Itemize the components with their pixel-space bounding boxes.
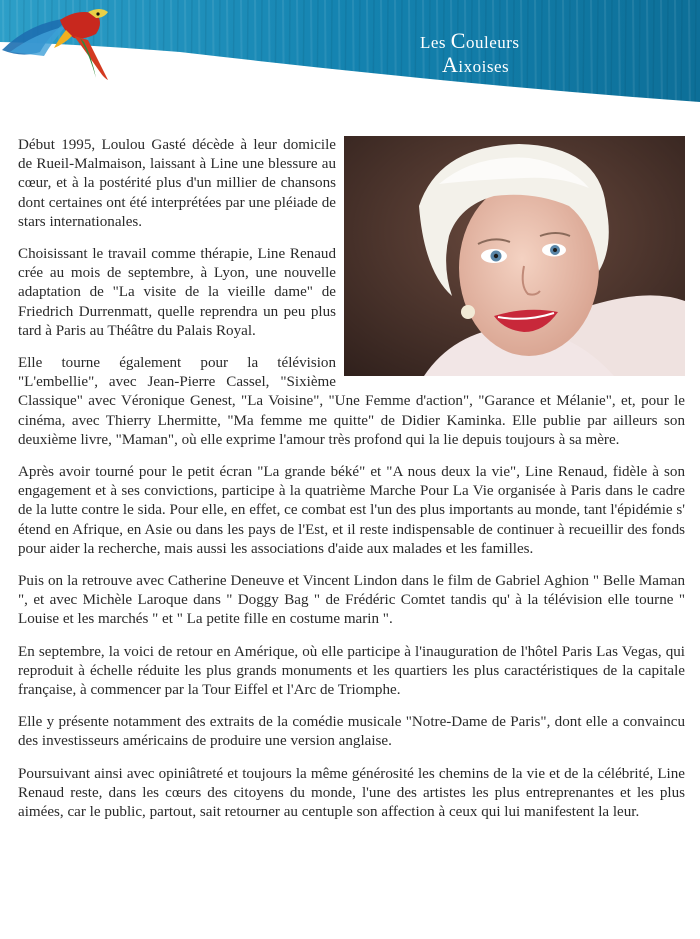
- brand-line1-prefix: Les: [420, 33, 451, 52]
- paragraph-6: En septembre, la voici de retour en Amérique, où elle participe à l'inauguration de l'hôtel Paris Las Vegas, qui reproduit à échelle réduite les plus grands monuments et les quartiers les plus caractéristiques de la capitale française, à commencer par la Tour Eiffel et l'Arc de Triomphe.: [18, 643, 685, 699]
- article-body: [18, 136, 685, 835]
- brand-line2-cap: A: [442, 52, 459, 77]
- paragraph-8: Poursuivant ainsi avec opiniâtreté et toujours la même générosité les chemins de la vie et de la célébrité, Line Renaud reste, dans les cœurs des citoyens du monde, l'une des artistes les plus entreprenantes et les plus aimées, car le public, partout, sait retourner au centuple son affection à ceux qui lui manifestent la leur.: [18, 765, 685, 821]
- brand-logo-text: [420, 28, 560, 88]
- brand-line-2: [442, 52, 509, 78]
- paragraph-5: Puis on la retrouve avec Catherine Deneuve et Vincent Lindon dans le film de Gabriel Aghion " Belle Maman ", et avec Michèle Laroque dans " Doggy Bag " de Frédéric Comtet tandis qu' à la télévision elle tourne " Louise et les marchés " et " La petite fille en costume marin ".: [18, 573, 685, 628]
- brand-line1-rest: ouleurs: [465, 33, 520, 52]
- paragraph-1: Début 1995, Loulou Gasté décède à leur domicile de Rueil-Malmaison, laissant à Line une blessure au cœur, et à la postérité plus d'un millier de chansons dont certaines ont été interprétées par une pléiade de stars internationales.: [18, 137, 336, 230]
- paragraph-2: Choisissant le travail comme thérapie, Line Renaud crée au mois de septembre, à Lyon, une nouvelle adaptation de "La visite de la vieille dame" de Friedrich Durrenmatt, quelle reprendra un peu plus tard à Paris au Théâtre du Palais Royal.: [18, 246, 336, 339]
- paragraph-3: Elle tourne également pour la télévision "L'embellie", avec Jean-Pierre Cassel, "Sixième Classique" avec Véronique Genest, "La Voisine", "Une Femme d'action", "Garance et Mélanie", et, pour le cinéma, avec Thierry Lhermitte, "Ma femme me quitte" de Didier Kaminka. Elle publie par ailleurs son deuxième livre, "Maman", où elle exprime l'amour très profond qui la lie depuis toujours à sa mère.: [18, 355, 685, 448]
- header-banner: [0, 0, 700, 115]
- paragraph-4: Après avoir tourné pour le petit écran "La grande béké" et "A nous deux la vie", Line Renaud, fidèle à son engagement et à ses convictions, participe à la quatrième Marche Pour La Vie organisée à Paris dans le cadre de la lutte contre le sida. Pour elle, en effet, ce combat est l'un des plus importants au monde, tant l'épidémie s' étend en Afrique, en Asie ou dans les pays de l'Est, et il reste indispensable de continuer à recueillir des fonds pour aider la recherche, mais aussi les associations d'aide aux malades et les familles.: [18, 464, 685, 557]
- portrait-illustration: [344, 136, 685, 376]
- brand-line-1: [420, 28, 520, 54]
- brand-line2-rest: ixoises: [458, 57, 510, 76]
- parrot-icon: [0, 0, 118, 82]
- paragraph-7: Elle y présente notamment des extraits de la comédie musicale "Notre-Dame de Paris", dont elle a convaincu des investisseurs américains de produire une version anglaise.: [18, 714, 685, 750]
- portrait-photo: [344, 136, 685, 376]
- brand-line1-cap: C: [450, 28, 466, 53]
